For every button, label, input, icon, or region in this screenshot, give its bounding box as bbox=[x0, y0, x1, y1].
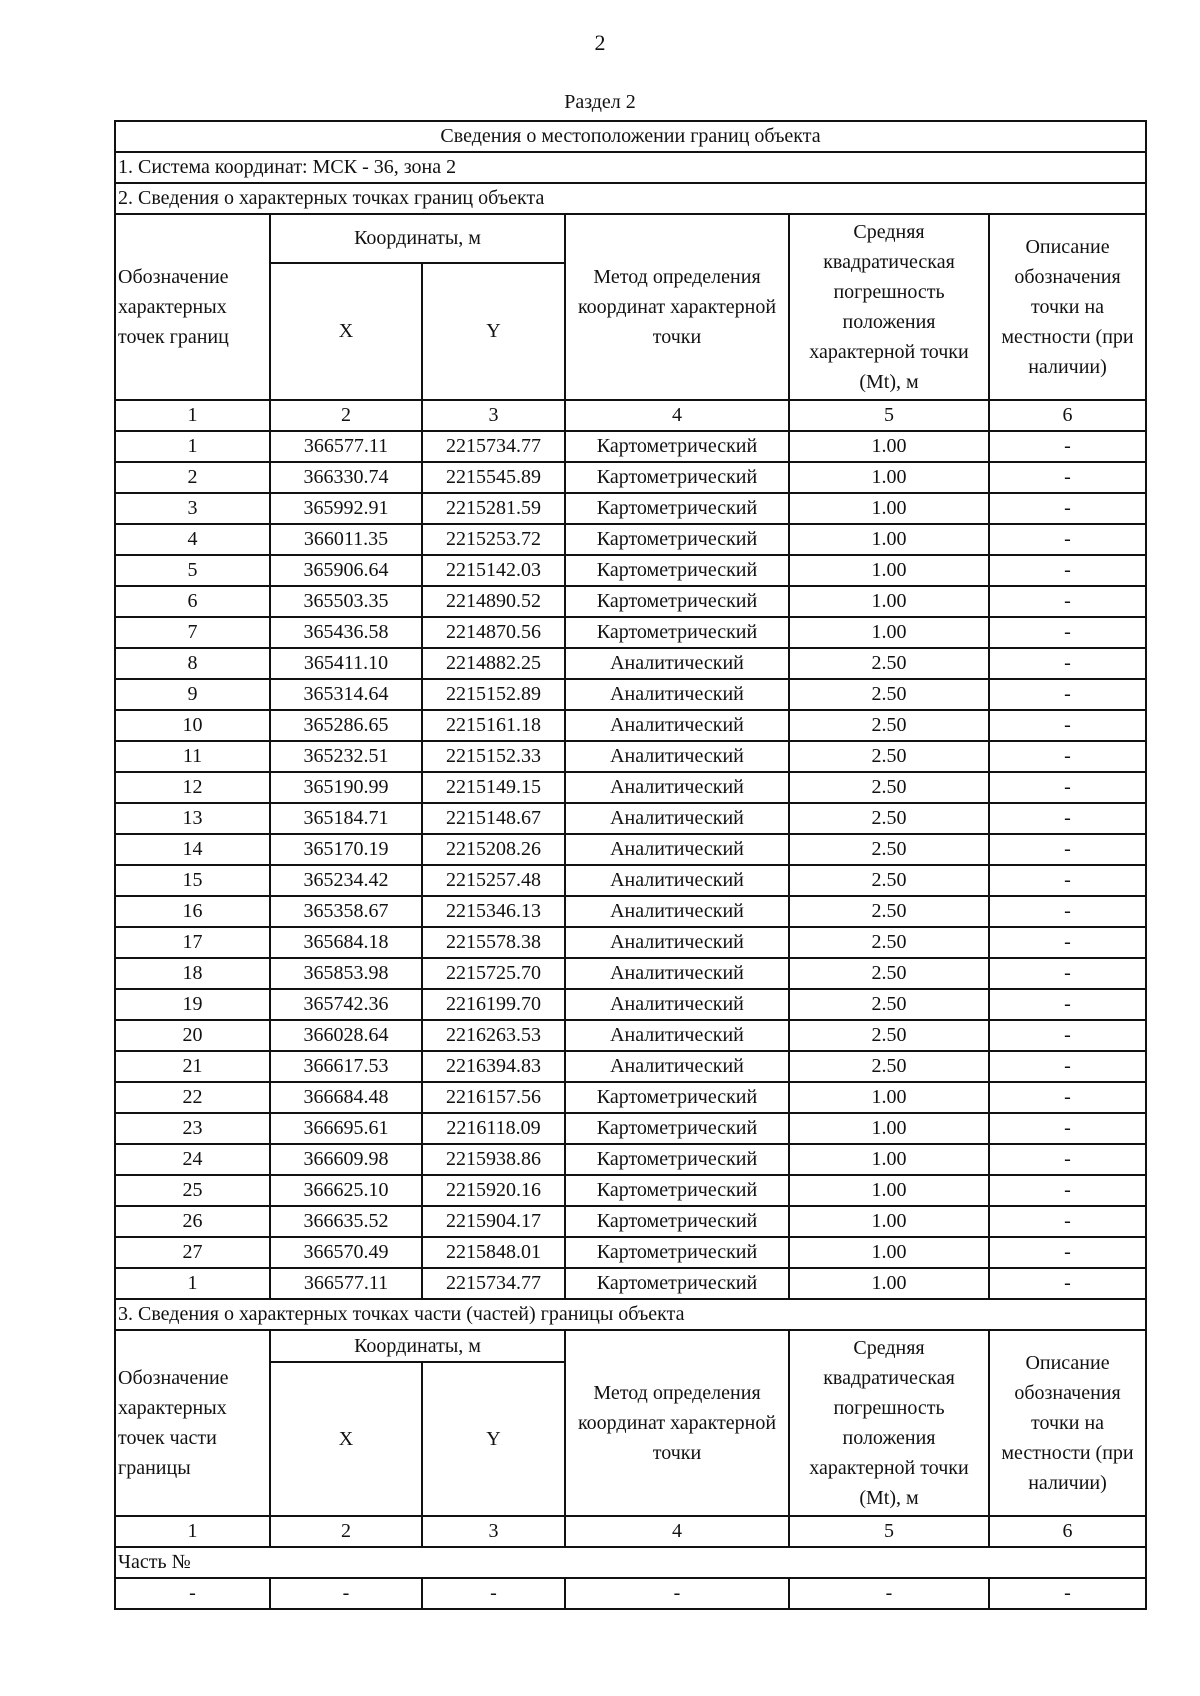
description: - bbox=[989, 1051, 1146, 1082]
coord-x: 365232.51 bbox=[270, 741, 422, 772]
table-row bbox=[115, 1113, 1146, 1144]
coord-y: 2215253.72 bbox=[422, 524, 565, 555]
table-row bbox=[115, 431, 1146, 462]
coord-x: 365992.91 bbox=[270, 493, 422, 524]
coord-x: 365358.67 bbox=[270, 896, 422, 927]
table-row bbox=[115, 524, 1146, 555]
column-number: 3 bbox=[422, 1516, 565, 1547]
part-label: Часть № bbox=[115, 1547, 1146, 1578]
method: Аналитический bbox=[565, 648, 789, 679]
mt-error: 1.00 bbox=[789, 1082, 989, 1113]
mt-error: 2.50 bbox=[789, 1020, 989, 1051]
mt-error: 1.00 bbox=[789, 555, 989, 586]
column-number: 5 bbox=[789, 1516, 989, 1547]
point-number: 10 bbox=[115, 710, 270, 741]
description: - bbox=[989, 927, 1146, 958]
mt-error: 2.50 bbox=[789, 896, 989, 927]
mt-error: 1.00 bbox=[789, 462, 989, 493]
table-row bbox=[115, 493, 1146, 524]
part-row bbox=[115, 1578, 1146, 1609]
coord-x: 365190.99 bbox=[270, 772, 422, 803]
mt-error: - bbox=[789, 1578, 989, 1609]
point-number: 8 bbox=[115, 648, 270, 679]
coord-y: 2216118.09 bbox=[422, 1113, 565, 1144]
coord-x: 366609.98 bbox=[270, 1144, 422, 1175]
coord-y: 2215208.26 bbox=[422, 834, 565, 865]
method: Аналитический bbox=[565, 772, 789, 803]
point-number: 22 bbox=[115, 1082, 270, 1113]
method: Картометрический bbox=[565, 1113, 789, 1144]
coordinate-system: 1. Система координат: МСК - 36, зона 2 bbox=[115, 152, 1146, 183]
table-row bbox=[115, 1206, 1146, 1237]
point-number: 13 bbox=[115, 803, 270, 834]
parts-header-method: Метод определения координат характерной точки bbox=[565, 1330, 789, 1516]
table-row bbox=[115, 989, 1146, 1020]
column-number: 5 bbox=[789, 400, 989, 431]
coord-y: 2214870.56 bbox=[422, 617, 565, 648]
table-row bbox=[115, 927, 1146, 958]
coord-x: 365184.71 bbox=[270, 803, 422, 834]
column-number: 4 bbox=[565, 1516, 789, 1547]
point-number: 6 bbox=[115, 586, 270, 617]
column-number: 6 bbox=[989, 1516, 1146, 1547]
parts-header-description: Описание обозначения точки на местности (при наличии) bbox=[989, 1330, 1146, 1516]
method: Аналитический bbox=[565, 1051, 789, 1082]
table-row bbox=[115, 679, 1146, 710]
method: Аналитический bbox=[565, 896, 789, 927]
coord-y: - bbox=[422, 1578, 565, 1609]
header-y: Y bbox=[422, 263, 565, 400]
coord-x: 366028.64 bbox=[270, 1020, 422, 1051]
point-number: 16 bbox=[115, 896, 270, 927]
description: - bbox=[989, 493, 1146, 524]
mt-error: 1.00 bbox=[789, 586, 989, 617]
description: - bbox=[989, 1082, 1146, 1113]
point-number: 20 bbox=[115, 1020, 270, 1051]
column-number: 3 bbox=[422, 400, 565, 431]
parts-header-designation: Обозначение характерных точек части границы bbox=[115, 1330, 270, 1516]
description: - bbox=[989, 1206, 1146, 1237]
parts-header-x: X bbox=[270, 1362, 422, 1516]
column-number: 4 bbox=[565, 400, 789, 431]
description: - bbox=[989, 865, 1146, 896]
coord-y: 2215904.17 bbox=[422, 1206, 565, 1237]
method: Картометрический bbox=[565, 1144, 789, 1175]
point-number: 23 bbox=[115, 1113, 270, 1144]
description: - bbox=[989, 1020, 1146, 1051]
method: Аналитический bbox=[565, 710, 789, 741]
table-row bbox=[115, 772, 1146, 803]
description: - bbox=[989, 834, 1146, 865]
table-row bbox=[115, 1020, 1146, 1051]
coord-x: 365314.64 bbox=[270, 679, 422, 710]
table-title: Сведения о местоположении границ объекта bbox=[115, 121, 1146, 152]
coord-x: 366635.52 bbox=[270, 1206, 422, 1237]
method: Аналитический bbox=[565, 958, 789, 989]
table-row bbox=[115, 1082, 1146, 1113]
coord-y: 2216199.70 bbox=[422, 989, 565, 1020]
table-row bbox=[115, 958, 1146, 989]
parts-column-numbers-row bbox=[115, 1516, 1146, 1547]
coord-x: 365742.36 bbox=[270, 989, 422, 1020]
coord-x: - bbox=[270, 1578, 422, 1609]
table-row bbox=[115, 803, 1146, 834]
mt-error: 2.50 bbox=[789, 648, 989, 679]
description: - bbox=[989, 710, 1146, 741]
point-number: 18 bbox=[115, 958, 270, 989]
column-number: 1 bbox=[115, 1516, 270, 1547]
page-number: 2 bbox=[594, 30, 606, 55]
method: Картометрический bbox=[565, 1237, 789, 1268]
coord-y: 2215148.67 bbox=[422, 803, 565, 834]
section-title: Раздел 2 bbox=[564, 91, 636, 113]
description: - bbox=[989, 679, 1146, 710]
description: - bbox=[989, 896, 1146, 927]
mt-error: 2.50 bbox=[789, 989, 989, 1020]
coord-y: 2214882.25 bbox=[422, 648, 565, 679]
method: Картометрический bbox=[565, 1268, 789, 1299]
method: Аналитический bbox=[565, 834, 789, 865]
table-row bbox=[115, 1237, 1146, 1268]
mt-error: 2.50 bbox=[789, 834, 989, 865]
table-row bbox=[115, 741, 1146, 772]
coord-y: 2215161.18 bbox=[422, 710, 565, 741]
coord-x: 366577.11 bbox=[270, 431, 422, 462]
table-row bbox=[115, 617, 1146, 648]
table-row bbox=[115, 648, 1146, 679]
coord-x: 365436.58 bbox=[270, 617, 422, 648]
point-number: 21 bbox=[115, 1051, 270, 1082]
mt-error: 2.50 bbox=[789, 958, 989, 989]
description: - bbox=[989, 741, 1146, 772]
point-number: 1 bbox=[115, 431, 270, 462]
mt-error: 1.00 bbox=[789, 617, 989, 648]
description: - bbox=[989, 1113, 1146, 1144]
point-number: 12 bbox=[115, 772, 270, 803]
method: Картометрический bbox=[565, 555, 789, 586]
mt-error: 1.00 bbox=[789, 1237, 989, 1268]
point-number: 4 bbox=[115, 524, 270, 555]
coord-y: 2215142.03 bbox=[422, 555, 565, 586]
method: Картометрический bbox=[565, 1082, 789, 1113]
mt-error: 2.50 bbox=[789, 803, 989, 834]
coord-y: 2216157.56 bbox=[422, 1082, 565, 1113]
point-number: 14 bbox=[115, 834, 270, 865]
header-method: Метод определения координат характерной точки bbox=[565, 214, 789, 400]
table-row bbox=[115, 710, 1146, 741]
description: - bbox=[989, 431, 1146, 462]
description: - bbox=[989, 958, 1146, 989]
parts-heading: 3. Сведения о характерных точках части (частей) границы объекта bbox=[115, 1299, 1146, 1330]
point-number: 15 bbox=[115, 865, 270, 896]
header-designation: Обозначение характерных точек границ bbox=[115, 214, 270, 400]
coord-y: 2215545.89 bbox=[422, 462, 565, 493]
parts-header-y: Y bbox=[422, 1362, 565, 1516]
coord-y: 2215848.01 bbox=[422, 1237, 565, 1268]
method: Аналитический bbox=[565, 989, 789, 1020]
table-row bbox=[115, 1175, 1146, 1206]
boundary-table bbox=[114, 120, 1147, 1610]
coord-x: 365906.64 bbox=[270, 555, 422, 586]
coord-y: 2215257.48 bbox=[422, 865, 565, 896]
coord-x: 366695.61 bbox=[270, 1113, 422, 1144]
method: Картометрический bbox=[565, 1206, 789, 1237]
coord-x: 365234.42 bbox=[270, 865, 422, 896]
header-x: X bbox=[270, 263, 422, 400]
description: - bbox=[989, 586, 1146, 617]
description: - bbox=[989, 803, 1146, 834]
method: Картометрический bbox=[565, 493, 789, 524]
table-row bbox=[115, 1144, 1146, 1175]
method: Картометрический bbox=[565, 524, 789, 555]
column-numbers-row bbox=[115, 400, 1146, 431]
mt-error: 2.50 bbox=[789, 741, 989, 772]
description: - bbox=[989, 1175, 1146, 1206]
point-number: 11 bbox=[115, 741, 270, 772]
coord-x: 366577.11 bbox=[270, 1268, 422, 1299]
description: - bbox=[989, 989, 1146, 1020]
method: - bbox=[565, 1578, 789, 1609]
coord-x: 366625.10 bbox=[270, 1175, 422, 1206]
mt-error: 1.00 bbox=[789, 493, 989, 524]
table-row bbox=[115, 1051, 1146, 1082]
coord-y: 2215920.16 bbox=[422, 1175, 565, 1206]
point-number: 24 bbox=[115, 1144, 270, 1175]
table-row bbox=[115, 555, 1146, 586]
mt-error: 2.50 bbox=[789, 679, 989, 710]
method: Аналитический bbox=[565, 1020, 789, 1051]
points-heading: 2. Сведения о характерных точках границ объекта bbox=[115, 183, 1146, 214]
column-number: 2 bbox=[270, 1516, 422, 1547]
coord-y: 2215281.59 bbox=[422, 493, 565, 524]
column-number: 1 bbox=[115, 400, 270, 431]
point-number: 3 bbox=[115, 493, 270, 524]
mt-error: 2.50 bbox=[789, 710, 989, 741]
point-number: 5 bbox=[115, 555, 270, 586]
table-row bbox=[115, 1268, 1146, 1299]
header-description: Описание обозначения точки на местности (при наличии) bbox=[989, 214, 1146, 400]
table-row bbox=[115, 865, 1146, 896]
description: - bbox=[989, 524, 1146, 555]
coord-x: 366684.48 bbox=[270, 1082, 422, 1113]
table-row bbox=[115, 462, 1146, 493]
coord-x: 365684.18 bbox=[270, 927, 422, 958]
mt-error: 2.50 bbox=[789, 927, 989, 958]
mt-error: 2.50 bbox=[789, 772, 989, 803]
column-number: 2 bbox=[270, 400, 422, 431]
mt-error: 1.00 bbox=[789, 1175, 989, 1206]
table-row bbox=[115, 896, 1146, 927]
coord-y: 2216263.53 bbox=[422, 1020, 565, 1051]
description: - bbox=[989, 772, 1146, 803]
coord-y: 2215725.70 bbox=[422, 958, 565, 989]
point-number: 7 bbox=[115, 617, 270, 648]
coord-y: 2215734.77 bbox=[422, 1268, 565, 1299]
method: Аналитический bbox=[565, 927, 789, 958]
method: Картометрический bbox=[565, 462, 789, 493]
mt-error: 1.00 bbox=[789, 1268, 989, 1299]
table-row bbox=[115, 586, 1146, 617]
description: - bbox=[989, 462, 1146, 493]
description: - bbox=[989, 1268, 1146, 1299]
point-number: 1 bbox=[115, 1268, 270, 1299]
header-error: Средняя квадратическая погрешность положения характерной точки (Mt), м bbox=[789, 214, 989, 400]
coord-y: 2215578.38 bbox=[422, 927, 565, 958]
method: Аналитический bbox=[565, 865, 789, 896]
mt-error: 1.00 bbox=[789, 1144, 989, 1175]
coord-y: 2215938.86 bbox=[422, 1144, 565, 1175]
coord-y: 2215346.13 bbox=[422, 896, 565, 927]
point-number: - bbox=[115, 1578, 270, 1609]
description: - bbox=[989, 617, 1146, 648]
coord-x: 366330.74 bbox=[270, 462, 422, 493]
mt-error: 1.00 bbox=[789, 431, 989, 462]
method: Аналитический bbox=[565, 741, 789, 772]
point-number: 26 bbox=[115, 1206, 270, 1237]
method: Аналитический bbox=[565, 679, 789, 710]
coord-x: 365503.35 bbox=[270, 586, 422, 617]
mt-error: 2.50 bbox=[789, 1051, 989, 1082]
point-number: 19 bbox=[115, 989, 270, 1020]
coord-y: 2215149.15 bbox=[422, 772, 565, 803]
coord-y: 2214890.52 bbox=[422, 586, 565, 617]
mt-error: 2.50 bbox=[789, 865, 989, 896]
coord-x: 365853.98 bbox=[270, 958, 422, 989]
point-number: 2 bbox=[115, 462, 270, 493]
method: Аналитический bbox=[565, 803, 789, 834]
header-coordinates: Координаты, м bbox=[270, 214, 565, 263]
coord-y: 2215734.77 bbox=[422, 431, 565, 462]
description: - bbox=[989, 555, 1146, 586]
method: Картометрический bbox=[565, 431, 789, 462]
coord-x: 365411.10 bbox=[270, 648, 422, 679]
point-number: 9 bbox=[115, 679, 270, 710]
column-number: 6 bbox=[989, 400, 1146, 431]
description: - bbox=[989, 1144, 1146, 1175]
description: - bbox=[989, 648, 1146, 679]
point-number: 25 bbox=[115, 1175, 270, 1206]
mt-error: 1.00 bbox=[789, 1113, 989, 1144]
coord-y: 2216394.83 bbox=[422, 1051, 565, 1082]
coord-x: 365286.65 bbox=[270, 710, 422, 741]
coord-x: 365170.19 bbox=[270, 834, 422, 865]
mt-error: 1.00 bbox=[789, 1206, 989, 1237]
point-number: 27 bbox=[115, 1237, 270, 1268]
description: - bbox=[989, 1578, 1146, 1609]
parts-header-coordinates: Координаты, м bbox=[270, 1330, 565, 1362]
coord-x: 366617.53 bbox=[270, 1051, 422, 1082]
mt-error: 1.00 bbox=[789, 524, 989, 555]
coord-y: 2215152.33 bbox=[422, 741, 565, 772]
method: Картометрический bbox=[565, 617, 789, 648]
coord-x: 366011.35 bbox=[270, 524, 422, 555]
coord-y: 2215152.89 bbox=[422, 679, 565, 710]
method: Картометрический bbox=[565, 1175, 789, 1206]
description: - bbox=[989, 1237, 1146, 1268]
table-row bbox=[115, 834, 1146, 865]
method: Картометрический bbox=[565, 586, 789, 617]
parts-header-error: Средняя квадратическая погрешность положения характерной точки (Mt), м bbox=[789, 1330, 989, 1516]
coord-x: 366570.49 bbox=[270, 1237, 422, 1268]
point-number: 17 bbox=[115, 927, 270, 958]
